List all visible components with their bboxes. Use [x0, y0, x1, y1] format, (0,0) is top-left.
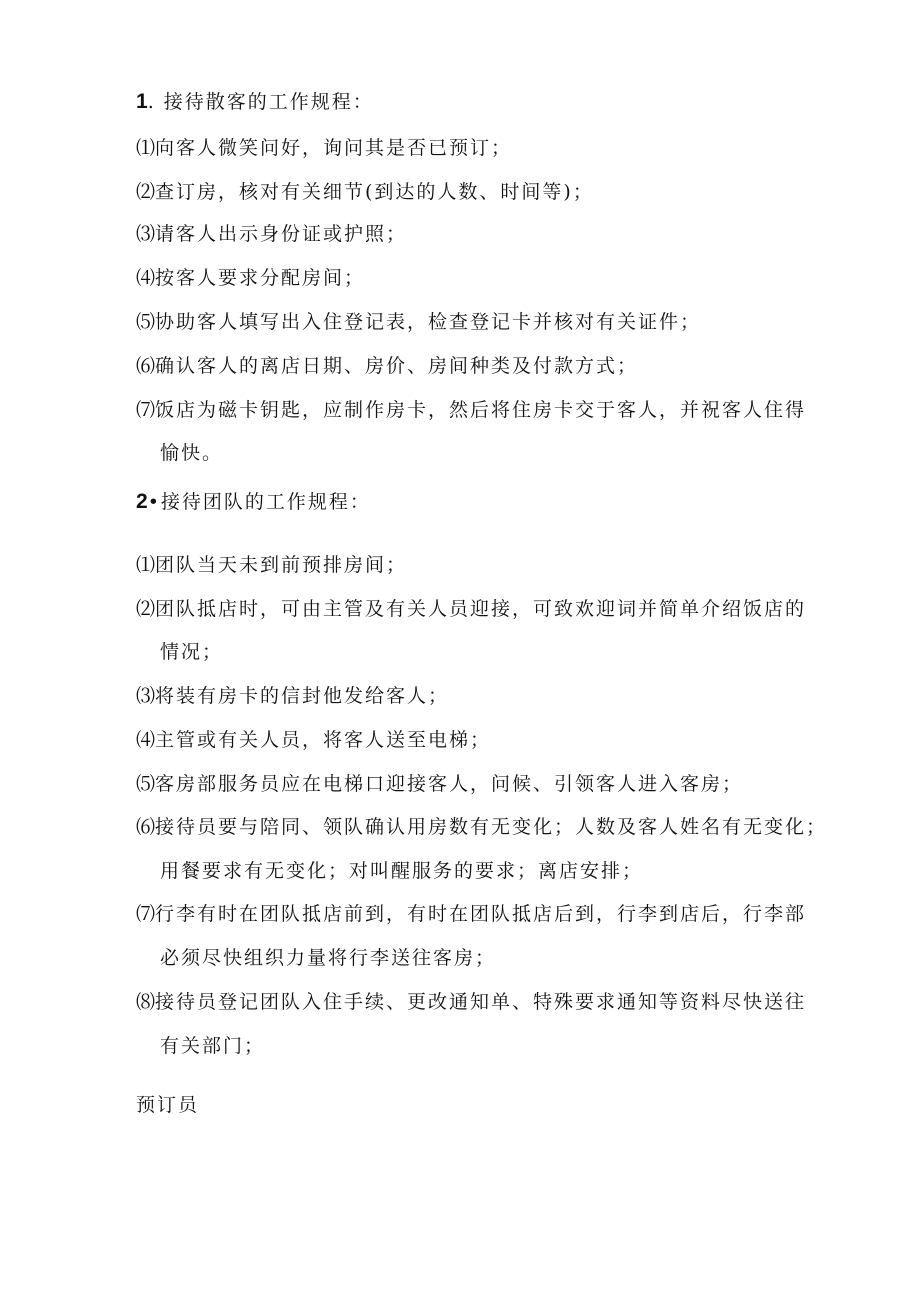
item-text: 主管或有关人员，将客人送至电梯； [155, 729, 492, 751]
list-item [136, 597, 806, 622]
section-1-number: 1 [136, 90, 148, 113]
item-text: 确认客人的离店日期、房价、房间种类及付款方式； [155, 355, 639, 377]
item-number: ⑵ [136, 182, 156, 203]
list-item-continuation: 有关部门； [160, 1035, 266, 1057]
item-number: ⑹ [136, 817, 156, 838]
list-item [136, 222, 407, 247]
section-1-heading [136, 90, 374, 114]
item-number: ⑷ [136, 268, 156, 289]
item-number: ⑷ [136, 730, 156, 751]
item-text: 向客人微笑问好，询问其是否已预订； [155, 137, 513, 159]
item-number: ⑻ [136, 992, 156, 1013]
item-text: 将装有房卡的信封他发给客人； [155, 685, 450, 707]
list-item [136, 772, 743, 797]
item-text: 饭店为磁卡钥匙，应制作房卡，然后将住房卡交于客人，并祝客人住得 [155, 399, 807, 421]
item-text: 请客人出示身份证或护照； [155, 223, 408, 245]
list-item-continuation: 必须尽快组织力量将行李送往客房； [160, 947, 497, 969]
item-number: ⑺ [136, 400, 156, 421]
item-number: ⑴ [136, 555, 156, 576]
list-item [136, 354, 638, 379]
item-number: ⑵ [136, 599, 156, 620]
item-text: 查订房，核对有关细节(到达的人数、时间等)； [155, 181, 594, 203]
list-item [136, 136, 512, 161]
item-number: ⑺ [136, 904, 156, 925]
list-item [136, 310, 701, 335]
list-item [136, 902, 806, 927]
list-item [136, 990, 806, 1015]
item-text: 团队当天未到前预排房间； [155, 554, 408, 576]
item-number: ⑸ [136, 774, 156, 795]
list-item [136, 180, 594, 205]
item-text: 客房部服务员应在电梯口迎接客人，问候、引领客人进入客房； [155, 773, 744, 795]
item-number: ⑴ [136, 138, 156, 159]
item-number: ⑹ [136, 356, 156, 377]
list-item-continuation: 用餐要求有无变化；对叫醒服务的要求；离店安排； [160, 860, 644, 882]
item-text: 接待员登记团队入住手续、更改通知单、特殊要求通知等资料尽快送往 [155, 991, 807, 1013]
item-text: 协助客人填写出入住登记表，检查登记卡并核对有关证件； [155, 311, 702, 333]
item-number: ⑶ [136, 224, 156, 245]
list-item [136, 266, 365, 291]
list-item-continuation: 愉快。 [160, 442, 224, 464]
item-text: 团队抵店时，可由主管及有关人员迎接，可致欢迎词并简单介绍饭店的 [155, 598, 807, 620]
footer-text: 预订员 [136, 1094, 200, 1116]
section-2-title: •接待团队的工作规程： [147, 491, 371, 513]
list-item [136, 684, 449, 709]
section-2-heading [136, 490, 371, 514]
list-item [136, 815, 827, 840]
section-2-number: 2 [136, 490, 148, 513]
item-number: ⑶ [136, 686, 156, 707]
list-item [136, 398, 806, 423]
item-text: 行李有时在团队抵店前到，有时在团队抵店后到，行李到店后，行李部 [155, 903, 807, 925]
item-text: 按客人要求分配房间； [155, 267, 366, 289]
list-item [136, 728, 491, 753]
list-item-continuation: 情况； [160, 641, 224, 663]
item-text: 接待员要与陪同、领队确认用房数有无变化；人数及客人姓名有无变化； [155, 816, 828, 838]
section-1-title: . 接待散客的工作规程： [147, 91, 374, 113]
list-item [136, 553, 407, 578]
item-number: ⑸ [136, 312, 156, 333]
